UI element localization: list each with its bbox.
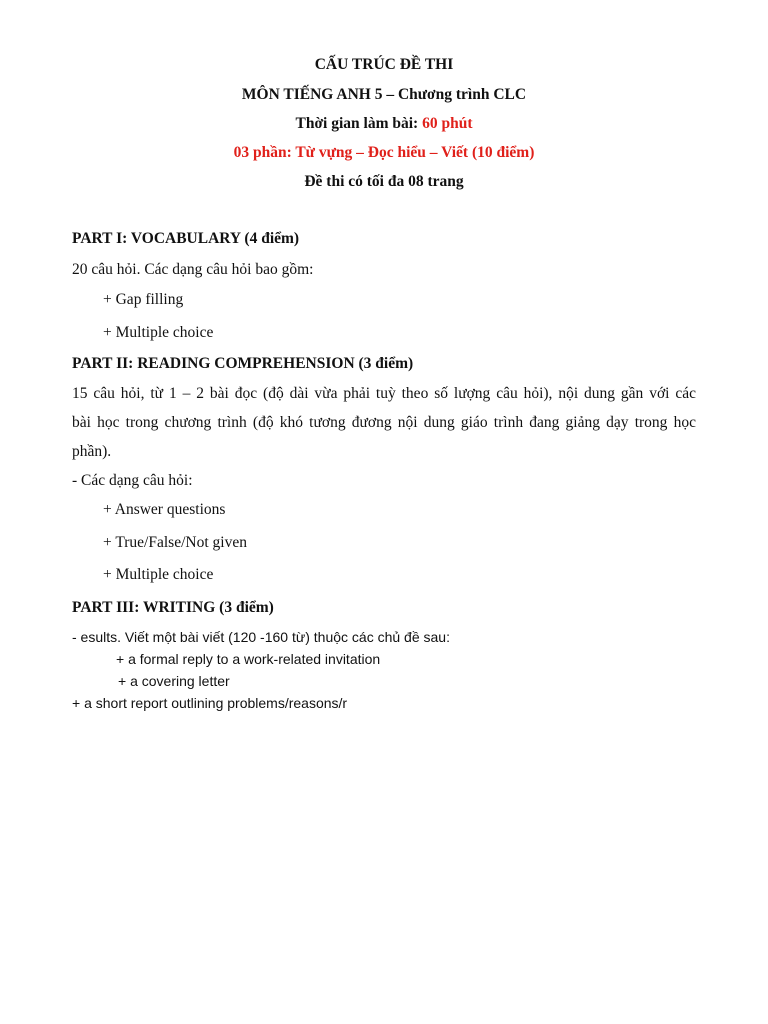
part1-item-multiple-choice: + Multiple choice xyxy=(103,324,214,341)
subject-line: MÔN TIẾNG ANH 5 – Chương trình CLC xyxy=(241,86,527,103)
time-line xyxy=(0,115,768,133)
part1-intro: 20 câu hỏi. Các dạng câu hỏi bao gồm: xyxy=(72,261,314,278)
part2-paragraph-line-3: phần). xyxy=(72,443,112,460)
part2-item-multiple-choice: + Multiple choice xyxy=(103,566,214,583)
time-value: 60 phút xyxy=(422,115,473,132)
part1-item-gap-filling: + Gap filling xyxy=(103,291,184,308)
part2-paragraph-line-2: bài học trong chương trình (độ khó tương đương nội dung giáo trình đang giảng dạy trong học xyxy=(72,414,696,431)
part2-types-label: - Các dạng câu hỏi: xyxy=(72,472,193,489)
sections-summary: 03 phần: Từ vựng – Đọc hiểu – Viết (10 điểm) xyxy=(233,144,535,161)
part1-heading: PART I: VOCABULARY (4 điểm) xyxy=(72,230,300,247)
part3-item-short-report: + a short report outlining problems/reasons/r xyxy=(72,695,348,711)
part2-paragraph-line-1: 15 câu hỏi, từ 1 – 2 bài đọc (độ dài vừa phải tuỳ theo số lượng câu hỏi), nội dung gần với các xyxy=(72,385,696,402)
time-label: Thời gian làm bài: xyxy=(295,115,423,132)
part3-intro: - esults. Viết một bài viết (120 -160 từ) thuộc các chủ đề sau: xyxy=(72,629,450,645)
part3-item-formal-reply: + a formal reply to a work-related invitation xyxy=(116,651,381,667)
part2-heading: PART II: READING COMPREHENSION (3 điểm) xyxy=(72,355,414,372)
part2-item-true-false: + True/False/Not given xyxy=(103,534,247,551)
document-title: CẤU TRÚC ĐỀ THI xyxy=(314,56,454,73)
part3-heading: PART III: WRITING (3 điểm) xyxy=(72,599,274,616)
part2-item-answer-questions: + Answer questions xyxy=(103,501,226,518)
pages-note: Đề thi có tối đa 08 trang xyxy=(304,173,464,190)
part3-item-covering-letter: + a covering letter xyxy=(118,673,230,689)
